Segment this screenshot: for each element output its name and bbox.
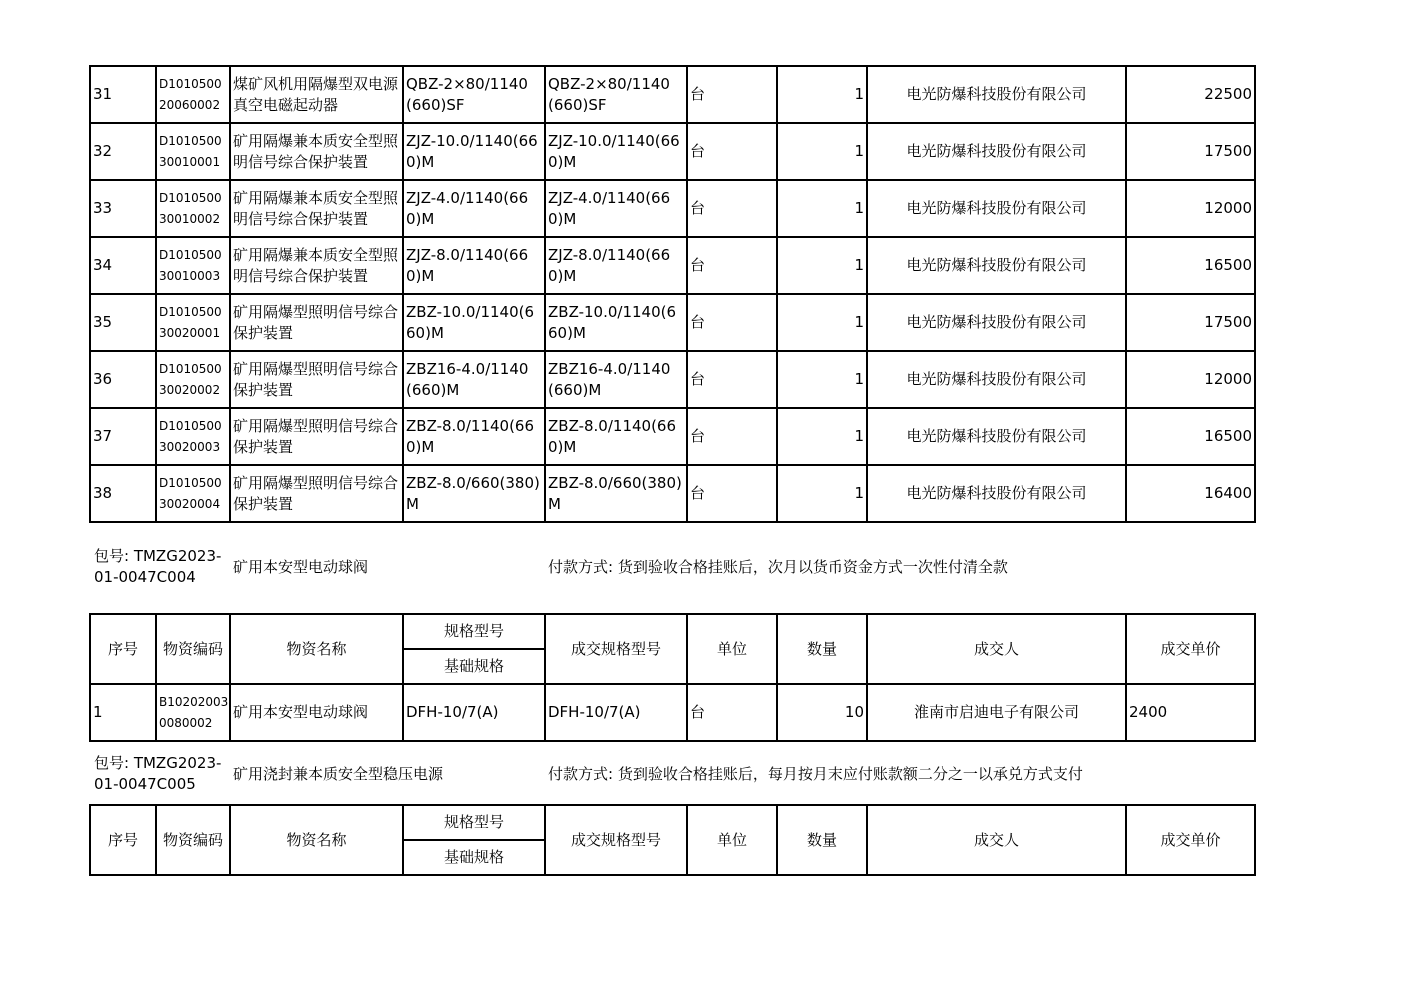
payment-terms: 付款方式: 货到验收合格挂账后，每月按月末应付账款额二分之一以承兑方式支付 (548, 765, 1083, 783)
cell-unit: 台 (687, 66, 777, 123)
cell-qty: 1 (777, 294, 867, 351)
cell-price: 22500 (1126, 66, 1255, 123)
table-header-row (90, 614, 1255, 649)
package-label: 包号: TMZG2023-01-0047C005 (94, 754, 222, 793)
header-qty: 数量 (777, 805, 867, 875)
cell-unit: 台 (687, 123, 777, 180)
cell-deal-spec: ZBZ-8.0/1140(660)M (545, 408, 687, 465)
cell-code-line1: D1010500 (159, 475, 222, 490)
header-deal-spec: 成交规格型号 (545, 805, 687, 875)
cell-seq: 32 (90, 123, 156, 180)
cell-vendor: 淮南市启迪电子有限公司 (867, 684, 1126, 741)
cell-deal-spec: ZBZ-10.0/1140(660)M (545, 294, 687, 351)
cell-seq: 36 (90, 351, 156, 408)
cell-spec: ZJZ-8.0/1140(660)M (403, 237, 545, 294)
cell-seq: 33 (90, 180, 156, 237)
cell-deal-spec: DFH-10/7(A) (545, 684, 687, 741)
cell-code-line2: 30020002 (159, 382, 221, 397)
header-unit: 单位 (687, 614, 777, 684)
cell-code (156, 66, 230, 123)
cell-deal-spec: ZJZ-10.0/1140(660)M (545, 123, 687, 180)
cell-vendor: 电光防爆科技股份有限公司 (867, 408, 1126, 465)
cell-code (156, 180, 230, 237)
table-header-row (90, 805, 1255, 840)
header-unit: 单位 (687, 805, 777, 875)
cell-code-line1: D1010500 (159, 304, 222, 319)
cell-unit: 台 (687, 294, 777, 351)
cell-name: 矿用隔爆型照明信号综合保护装置 (230, 465, 403, 522)
cell-vendor: 电光防爆科技股份有限公司 (867, 180, 1126, 237)
header-code: 物资编码 (156, 805, 230, 875)
cell-name: 矿用隔爆型照明信号综合保护装置 (230, 351, 403, 408)
cell-code-line1: D1010500 (159, 418, 222, 433)
cell-spec: QBZ-2×80/1140(660)SF (403, 66, 545, 123)
package4-table (89, 613, 1256, 742)
header-vendor: 成交人 (867, 614, 1126, 684)
cell-name: 矿用本安型电动球阀 (230, 684, 403, 741)
cell-name: 矿用隔爆兼本质安全型照明信号综合保护装置 (230, 237, 403, 294)
cell-spec: ZBZ-8.0/660(380)M (403, 465, 545, 522)
table-row (90, 351, 1255, 408)
cell-vendor: 电光防爆科技股份有限公司 (867, 66, 1126, 123)
header-vendor: 成交人 (867, 805, 1126, 875)
cell-name: 矿用隔爆兼本质安全型照明信号综合保护装置 (230, 180, 403, 237)
cell-deal-spec: QBZ-2×80/1140(660)SF (545, 66, 687, 123)
header-seq: 序号 (90, 805, 156, 875)
cell-deal-spec: ZJZ-8.0/1140(660)M (545, 237, 687, 294)
cell-code (156, 351, 230, 408)
cell-code-line2: 20060002 (159, 97, 221, 112)
items-table-body (90, 66, 1255, 522)
cell-price: 16400 (1126, 465, 1255, 522)
cell-vendor: 电光防爆科技股份有限公司 (867, 237, 1126, 294)
header-spec-group: 规格型号 (403, 614, 545, 649)
cell-qty: 10 (777, 684, 867, 741)
cell-code (156, 294, 230, 351)
cell-qty: 1 (777, 237, 867, 294)
cell-deal-spec: ZJZ-4.0/1140(660)M (545, 180, 687, 237)
cell-code-line2: 30020004 (159, 496, 221, 511)
cell-unit: 台 (687, 684, 777, 741)
items-table (89, 65, 1256, 523)
package-title: 矿用浇封兼本质安全型稳压电源 (233, 765, 444, 783)
cell-unit: 台 (687, 408, 777, 465)
cell-name: 矿用隔爆兼本质安全型照明信号综合保护装置 (230, 123, 403, 180)
cell-qty: 1 (777, 180, 867, 237)
cell-name: 矿用隔爆型照明信号综合保护装置 (230, 294, 403, 351)
cell-code-line2: 30010003 (159, 268, 221, 283)
header-spec-base: 基础规格 (403, 840, 545, 875)
cell-deal-spec: ZBZ-8.0/660(380)M (545, 465, 687, 522)
cell-code-line2: 0080002 (159, 715, 213, 730)
cell-seq: 37 (90, 408, 156, 465)
cell-code (156, 465, 230, 522)
cell-deal-spec: ZBZ16-4.0/1140(660)M (545, 351, 687, 408)
cell-qty: 1 (777, 465, 867, 522)
cell-price: 12000 (1126, 180, 1255, 237)
cell-vendor: 电光防爆科技股份有限公司 (867, 465, 1126, 522)
cell-price: 12000 (1126, 351, 1255, 408)
cell-code-line1: D1010500 (159, 247, 222, 262)
cell-unit: 台 (687, 180, 777, 237)
cell-code-line2: 30020001 (159, 325, 221, 340)
cell-qty: 1 (777, 123, 867, 180)
cell-spec: ZBZ-8.0/1140(660)M (403, 408, 545, 465)
cell-seq: 34 (90, 237, 156, 294)
cell-code-line1: D1010500 (159, 133, 222, 148)
cell-code (156, 684, 230, 741)
header-code: 物资编码 (156, 614, 230, 684)
header-deal-spec: 成交规格型号 (545, 614, 687, 684)
cell-code-line1: D1010500 (159, 76, 222, 91)
header-price: 成交单价 (1126, 805, 1255, 875)
cell-vendor: 电光防爆科技股份有限公司 (867, 123, 1126, 180)
cell-vendor: 电光防爆科技股份有限公司 (867, 351, 1126, 408)
table-row (90, 408, 1255, 465)
cell-spec: ZBZ-10.0/1140(660)M (403, 294, 545, 351)
cell-qty: 1 (777, 66, 867, 123)
header-qty: 数量 (777, 614, 867, 684)
cell-vendor: 电光防爆科技股份有限公司 (867, 294, 1126, 351)
cell-code (156, 237, 230, 294)
cell-spec: ZJZ-4.0/1140(660)M (403, 180, 545, 237)
table-row (90, 180, 1255, 237)
cell-seq: 31 (90, 66, 156, 123)
cell-qty: 1 (777, 351, 867, 408)
package-label: 包号: TMZG2023-01-0047C004 (94, 547, 222, 586)
package5-table (89, 804, 1256, 876)
table-row (90, 123, 1255, 180)
cell-price: 16500 (1126, 237, 1255, 294)
cell-name: 矿用隔爆型照明信号综合保护装置 (230, 408, 403, 465)
header-spec-base: 基础规格 (403, 649, 545, 684)
cell-code-line2: 30010002 (159, 211, 221, 226)
cell-name: 煤矿风机用隔爆型双电源真空电磁起动器 (230, 66, 403, 123)
cell-code (156, 123, 230, 180)
cell-price: 17500 (1126, 294, 1255, 351)
cell-spec: ZBZ16-4.0/1140(660)M (403, 351, 545, 408)
cell-price: 2400 (1126, 684, 1255, 741)
header-seq: 序号 (90, 614, 156, 684)
table-row (90, 465, 1255, 522)
package-title: 矿用本安型电动球阀 (233, 558, 369, 576)
cell-unit: 台 (687, 237, 777, 294)
cell-spec: ZJZ-10.0/1140(660)M (403, 123, 545, 180)
header-price: 成交单价 (1126, 614, 1255, 684)
payment-terms: 付款方式: 货到验收合格挂账后，次月以货币资金方式一次性付清全款 (548, 558, 1008, 576)
cell-seq: 35 (90, 294, 156, 351)
table-row (90, 684, 1255, 741)
header-name: 物资名称 (230, 805, 403, 875)
cell-seq: 38 (90, 465, 156, 522)
header-name: 物资名称 (230, 614, 403, 684)
cell-code-line1: B10202003 (159, 694, 229, 709)
table-row (90, 294, 1255, 351)
cell-code (156, 408, 230, 465)
cell-code-line1: D1010500 (159, 361, 222, 376)
table-row (90, 237, 1255, 294)
header-spec-group: 规格型号 (403, 805, 545, 840)
cell-unit: 台 (687, 465, 777, 522)
table-row (90, 66, 1255, 123)
cell-price: 17500 (1126, 123, 1255, 180)
cell-seq: 1 (90, 684, 156, 741)
cell-unit: 台 (687, 351, 777, 408)
cell-code-line2: 30010001 (159, 154, 221, 169)
cell-price: 16500 (1126, 408, 1255, 465)
cell-code-line1: D1010500 (159, 190, 222, 205)
cell-qty: 1 (777, 408, 867, 465)
cell-code-line2: 30020003 (159, 439, 221, 454)
cell-spec: DFH-10/7(A) (403, 684, 545, 741)
